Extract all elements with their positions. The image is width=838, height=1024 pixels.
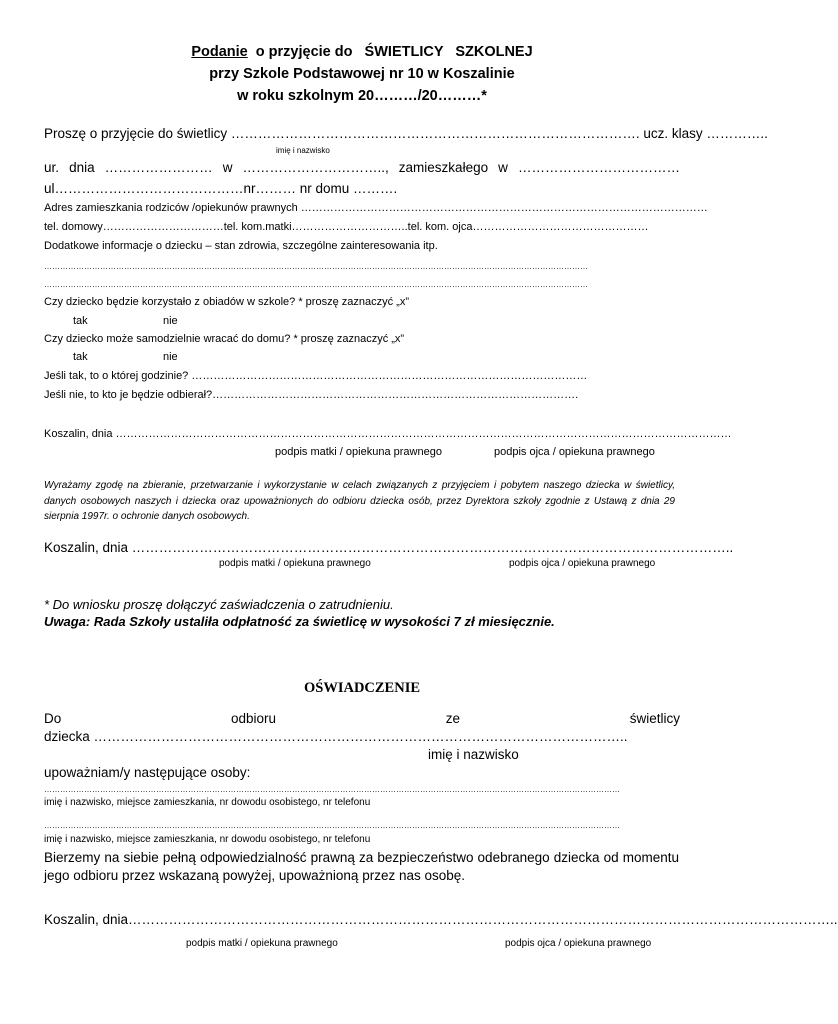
page-title xyxy=(0,44,724,60)
born-label: ur. xyxy=(44,160,60,175)
authorize-label: upoważniam/y następujące osoby: xyxy=(44,765,251,780)
residence-field: ……………………………… xyxy=(517,160,680,175)
place-date-line-1: Koszalin, dnia …………………………………………………………………………………………………………………………………………………… xyxy=(44,428,732,440)
consent-signature-mother: podpis matki / opiekuna prawnego xyxy=(219,558,371,569)
if-no-line: Jeśli nie, to kto je będzie odbierał?………………………………………………………………………………………. xyxy=(44,389,579,401)
statement-row-1 xyxy=(44,711,680,726)
dinner-yes-option[interactable]: tak xyxy=(73,315,88,327)
consent-place-date: Koszalin, dnia …………………………………………………………………………………………………………………….. xyxy=(44,540,734,555)
responsibility-text: Bierzemy na siebie pełną odpowiedzialność prawną za bezpieczeństwo odebranego dziecka od momentu jego odbioru przez wskazaną powyżej, upoważnioną przez nas osobę. xyxy=(44,850,679,883)
home-no-option[interactable]: nie xyxy=(163,351,178,363)
child-name-hint: imię i nazwisko xyxy=(428,747,519,762)
in-label: w xyxy=(222,160,233,175)
dinner-no-option[interactable]: nie xyxy=(163,315,178,327)
authorized-person-line-1: ……………………………………………………………………………………………………………………………………………………………………………………………… xyxy=(44,785,620,794)
signature-father-1: podpis ojca / opiekuna prawnego xyxy=(494,446,655,458)
birth-date-field: …………………… xyxy=(104,160,213,175)
birth-row xyxy=(44,160,680,175)
if-yes-line: Jeśli tak, to o której godzinie? ……………………………………………………………………………………………… xyxy=(44,370,588,382)
authorized-person-hint-2: imię i nazwisko, miejsce zamieszkania, nr dowodu osobistego, nr telefonu xyxy=(44,834,371,845)
residing-label: zamieszkałego xyxy=(398,160,489,175)
title-line-2: przy Szkole Podstawowej nr 10 w Koszalinie xyxy=(209,66,515,82)
statement-heading: OŚWIADCZENIE xyxy=(303,680,421,696)
statement-word-ze: ze xyxy=(445,711,461,726)
request-line: Proszę o przyjęcie do świetlicy ………………………………………………………………………………. ucz. klasy ………….. xyxy=(44,126,768,141)
dinner-question: Czy dziecko będzie korzystało z obiadów w szkole? * proszę zaznaczyć „x” xyxy=(44,296,409,308)
home-yes-option[interactable]: tak xyxy=(73,351,88,363)
title-underlined: Podanie xyxy=(191,44,248,60)
name-hint: imię i nazwisko xyxy=(276,146,330,155)
statement-word-swietlicy: świetlicy xyxy=(629,711,680,726)
day-label: dnia xyxy=(69,160,95,175)
in-label-2: w xyxy=(498,160,508,175)
title-rest: o przyjęcie do ŚWIETLICY SZKOLNEJ xyxy=(247,44,533,60)
phones-line: tel. domowy……………………………tel. kom.matki…………………………..tel. kom. ojca………………………………………… xyxy=(44,221,649,233)
additional-info-label: Dodatkowe informacje o dziecku – stan zdrowia, szczególne zainteresowania itp. xyxy=(44,240,438,252)
statement-word-do: Do xyxy=(44,711,62,726)
consent-signature-father: podpis ojca / opiekuna prawnego xyxy=(509,558,656,569)
consent-text: Wyrażamy zgodę na zbieranie, przetwarzanie i wykorzystanie w celach związanych z przyjęciem i pobytem naszego dziecka w świetlicy, danych osobowych naszych i dziecka oraz upoważnionych do odbioru dziecka osób, przez Dyrektora szkoły zgodnie z Ustawą z dnia 29 sierpnia 1997r. o ochronie danych osobowych. xyxy=(44,480,675,522)
title-line-3: w roku szkolnym 20………/20………* xyxy=(237,88,487,104)
child-name-line: dziecka ……………………………………………………………………………………………………….. xyxy=(44,729,628,744)
additional-info-line-2: …………………………………………………………………………………………………………………………………………………………………………………… xyxy=(44,280,588,289)
additional-info-line-1: …………………………………………………………………………………………………………………………………………………………………………………… xyxy=(44,262,588,271)
fee-note: Uwaga: Rada Szkoły ustaliła odpłatność za świetlicę w wysokości 7 zł miesięcznie. xyxy=(44,614,555,629)
signature-mother-1: podpis matki / opiekuna prawnego xyxy=(275,446,442,458)
birth-place-field: ………………………….., xyxy=(242,160,389,175)
statement-signature-father: podpis ojca / opiekuna prawnego xyxy=(505,938,652,949)
statement-place-date: Koszalin, dnia………………………………………………………………………………………………………………………………………….. xyxy=(44,912,838,927)
parents-address-line: Adres zamieszkania rodziców /opiekunów prawnych ………………………………………………………………………………………………… xyxy=(44,202,708,214)
statement-signature-mother: podpis matki / opiekuna prawnego xyxy=(186,938,338,949)
authorized-person-hint-1: imię i nazwisko, miejsce zamieszkania, nr dowodu osobistego, nr telefonu xyxy=(44,797,371,808)
authorized-person-line-2: ……………………………………………………………………………………………………………………………………………………………………………………………… xyxy=(44,821,620,830)
home-question: Czy dziecko może samodzielnie wracać do domu? * proszę zaznaczyć „x” xyxy=(44,333,405,345)
statement-word-odbioru: odbioru xyxy=(230,711,277,726)
attachment-note: * Do wniosku proszę dołączyć zaświadczenia o zatrudnieniu. xyxy=(44,597,394,612)
street-line: ul……………………………………nr……… nr domu ………. xyxy=(44,181,398,196)
